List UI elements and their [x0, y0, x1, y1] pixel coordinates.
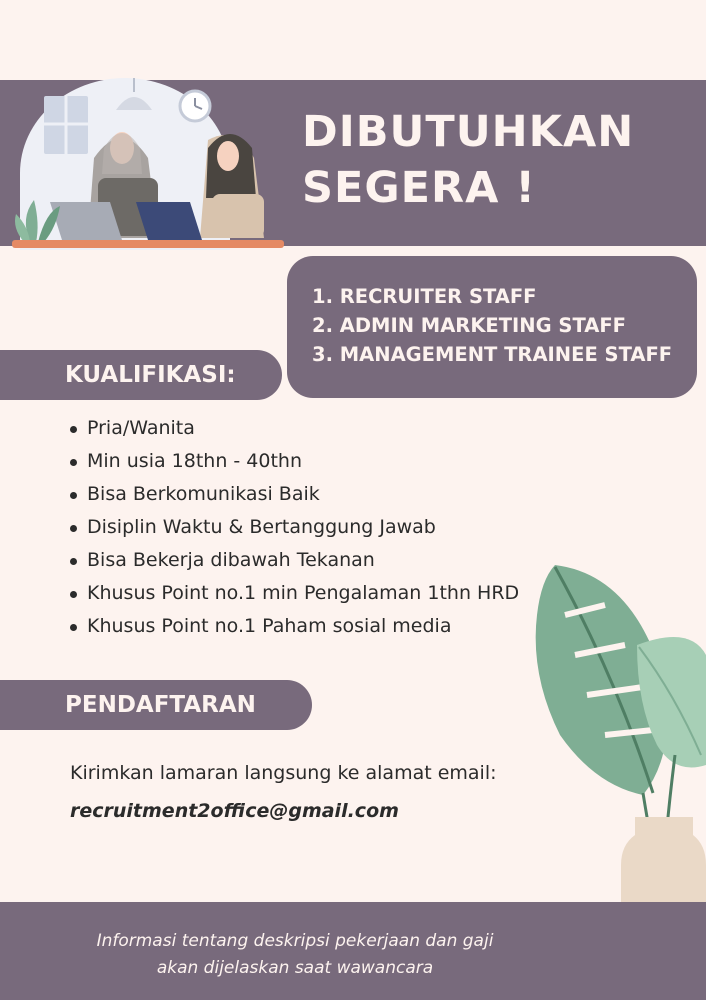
qualifications-heading: KUALIFIKASI:	[0, 350, 282, 400]
qualification-item: Pria/Wanita	[70, 412, 630, 445]
position-item: 2. ADMIN MARKETING STAFF	[312, 314, 626, 337]
qualification-item: Disiplin Waktu & Bertanggung Jawab	[70, 511, 630, 544]
qualification-item: Khusus Point no.1 Paham sosial media	[70, 610, 630, 643]
position-item: 1. RECRUITER STAFF	[312, 285, 537, 308]
qualification-item: Bisa Bekerja dibawah Tekanan	[70, 544, 630, 577]
headline	[302, 104, 702, 216]
footer-note	[40, 928, 550, 982]
registration-heading: PENDAFTARAN	[0, 680, 312, 730]
qualification-item: Bisa Berkomunikasi Baik	[70, 478, 630, 511]
headline-line-2: SEGERA !	[302, 163, 536, 213]
positions-card	[287, 256, 697, 398]
qualification-item: Khusus Point no.1 min Pengalaman 1thn HRD	[70, 577, 630, 610]
footer-line-2: akan dijelaskan saat wawancara	[156, 958, 434, 978]
apply-instruction: Kirimkan lamaran langsung ke alamat email:	[70, 762, 497, 784]
email-address-link[interactable]: recruitment2office@gmail.com	[70, 800, 399, 822]
qualification-item: Min usia 18thn - 40thn	[70, 445, 630, 478]
headline-line-1: DIBUTUHKAN	[302, 107, 635, 157]
footer-line-1: Informasi tentang deskripsi pekerjaan dan gaji	[96, 931, 494, 951]
position-item: 3. MANAGEMENT TRAINEE STAFF	[312, 343, 673, 366]
office-workers-illustration	[12, 78, 284, 254]
